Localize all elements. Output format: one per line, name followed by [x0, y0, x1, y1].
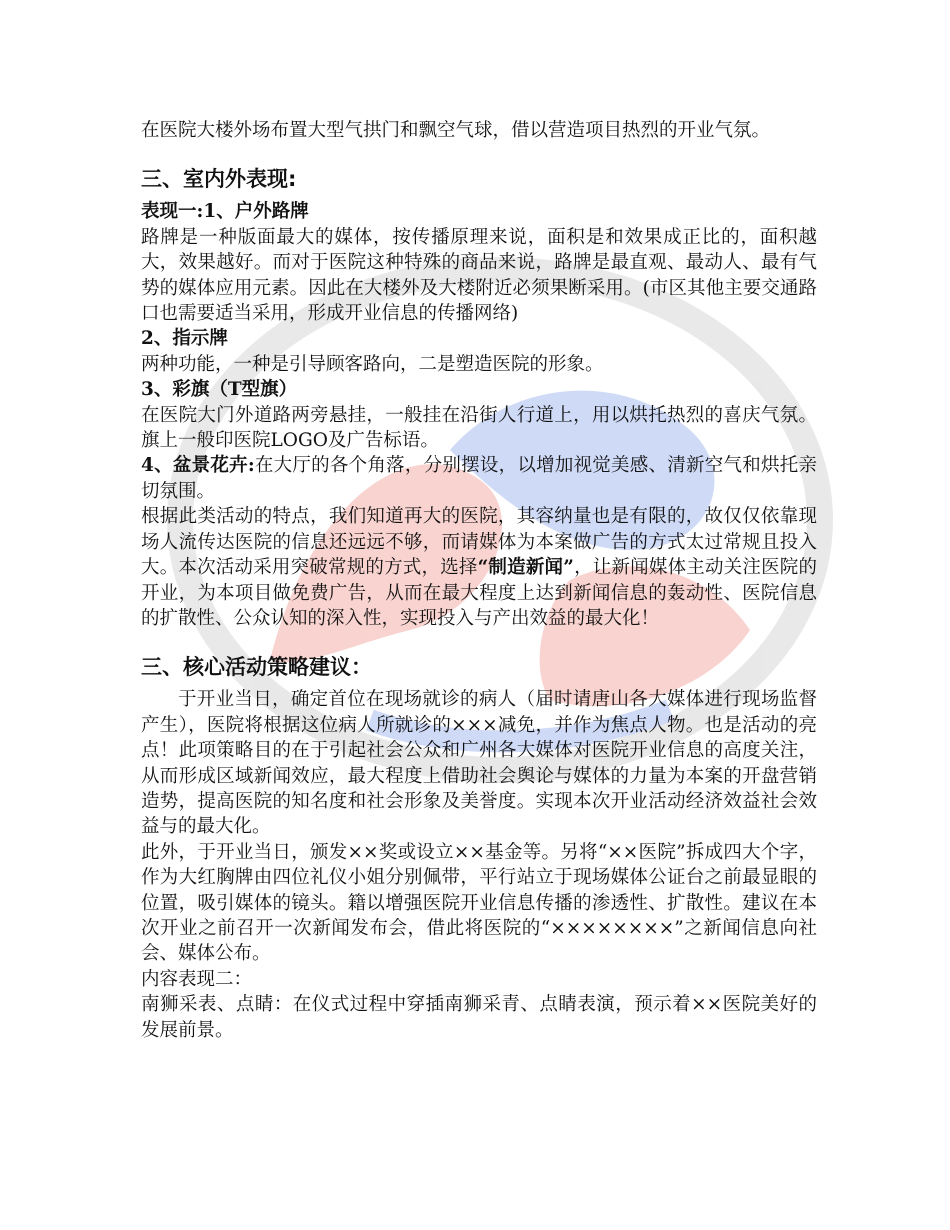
item4-title: 4、盆景花卉: [141, 455, 255, 477]
intro-paragraph: 在医院大楼外场布置大型气拱门和飘空气球，借以营造项目热烈的开业气氛。 [141, 120, 771, 141]
strategy-highlight: “制造新闻” [477, 557, 574, 579]
section-heading-indoor-outdoor: 三、室内外表现: [141, 167, 297, 192]
core-paragraph-3: 内容表现二： [141, 968, 253, 990]
section-heading-core-strategy: 三、核心活动策略建议： [141, 655, 372, 680]
item2-text: 两种功能，一种是引导顾客路向，二是塑造医院的形象。 [141, 353, 604, 375]
strategy-paragraph [141, 504, 817, 631]
item1-text: 路牌是一种版面最大的媒体，按传播原理来说，面积是和效果成正比的，面积越大，效果越好。而对于医院这种特殊的商品来说，路牌是最直观、最动人、最有气势的媒体应用元素。因此在大楼外及大楼附近必须果断采用。(市区其他主要交通路口也需要适当采用，形成开业信息的传播网络) [141, 226, 817, 325]
core-paragraph-4: 南狮采表、点睛：在仪式过程中穿插南狮采青、点睛表演，预示着××医院美好的发展前景。 [141, 994, 817, 1041]
strategy-text-c: ，让新闻媒体主动关注医院的开业，为本项目做免费广告，从而在最大程度上达到新闻信息的轰动性、医院信息的扩散性、公众认知的深入性，实现投入与产出效益的最大化！ [141, 557, 817, 629]
document-page [141, 118, 817, 1043]
item3-title: 3、彩旗（T型旗） [141, 379, 298, 401]
item2-title: 2、指示牌 [141, 328, 228, 350]
strategy-text-a: 根据此类活动的特点，我们知道再大的医院，其容纳量也是有限的，故仅仅依靠现场人流传达医院的信息还远远不够，而请媒体为本案做广告的方式太过常规且投入大。本次活动采用突破常规的方式，选择 [141, 506, 817, 579]
item4-paragraph [141, 453, 817, 504]
core-paragraph-1: 于开业当日，确定首位在现场就诊的病人（届时请唐山各大媒体进行现场监督产生），医院将根据这位病人所就诊的×××减免，并作为焦点人物。也是活动的亮点！此项策略目的在于引起社会公众和广州各大媒体对医院开业信息的高度关注，从而形成区域新闻效应，最大程度上借助社会舆论与媒体的力量为本案的开盘营销造势，提高医院的知名度和社会形象及美誉度。实现本次开业活动经济效益社会效益与的最大化。 [141, 689, 817, 838]
item4-text: 在大厅的各个角落，分别摆设，以增加视觉美感、清新空气和烘托亲切氛围。 [141, 455, 817, 502]
item1-title: 表现一:1、户外路牌 [141, 201, 309, 223]
item3-text: 在医院大门外道路两旁悬挂，一般挂在沿街人行道上，用以烘托热烈的喜庆气氛。旗上一般印医院LOGO及广告标语。 [141, 404, 817, 452]
core-paragraph-2: 此外，于开业当日，颁发××奖或设立××基金等。另将“××医院”拆成四大个字，作为大红胸牌由四位礼仪小姐分别佩带，平行站立于现场媒体公证台之前最显眼的位置，吸引媒体的镜头。籍以增强医院开业信息传播的渗透性、扩散性。建议在本次开业之前召开一次新闻发布会，借此将医院的“××××××××”之新闻信息向社会、媒体公布。 [141, 841, 817, 965]
